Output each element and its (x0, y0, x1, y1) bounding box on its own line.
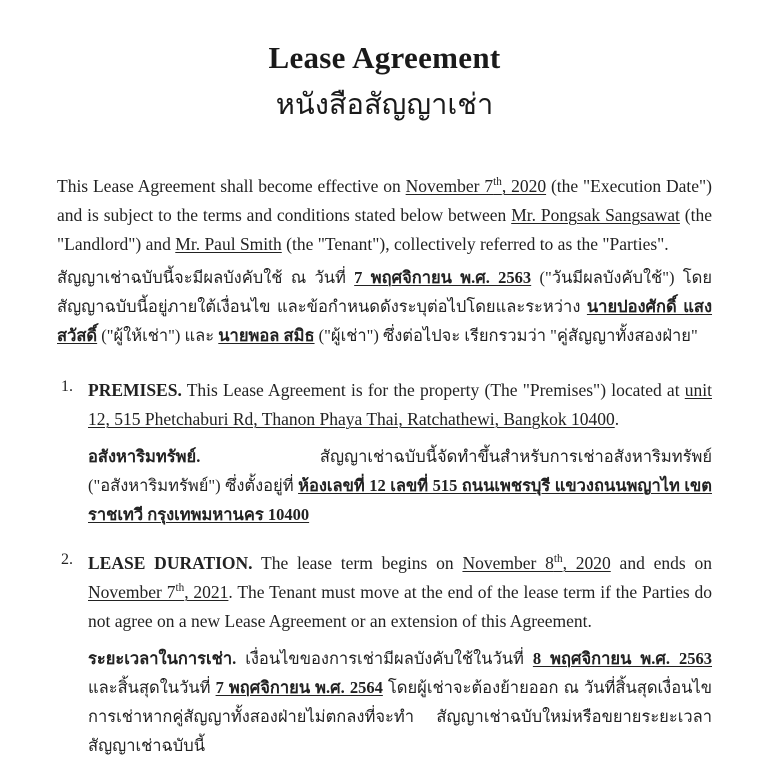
intro-paragraph-thai: สัญญาเช่าฉบับนี้จะมีผลบังคับใช้ ณ วันที่ 7 พฤศจิกายน พ.ศ. 2563 ("วันมีผลบังคับใช้") โดยสัญญาฉบับนี้อยู่ภายใต้เงื่อนไข และข้อกำหนดดังระบุต่อไปโดยและระหว่าง นายปองศักดิ์ แสงสวัสดิ์ ("ผู้ให้เช่า") และ นายพอล สมิธ ("ผู้เช่า") ซึ่งต่อไปจะ เรียกรวมว่า "คู่สัญญาทั้งสองฝ่าย" (57, 268, 713, 345)
document-title-thai: หนังสือสัญญาเช่า (275, 89, 494, 121)
section-number: 2. (61, 551, 73, 568)
section-number: 1. (61, 378, 73, 395)
section-premises-paragraph-thai: อสังหาริมทรัพย์. สัญญาเช่าฉบับนี้จัดทำขึ้นสำหรับการเช่าอสังหาริมทรัพย์ ("อสังหาริมทรัพย์") ซึ่งตั้งอยู่ที่ ห้องเลขที่ 12 เลขที่ 515 ถนนเพชรบุรี แขวงถนนพญาไท เขตราชเทวี กรุงเทพมหานคร 10400 (88, 447, 712, 524)
intro-paragraph-english: This Lease Agreement shall become effective on November 7th, 2020 (the "Execution Date") and is subject to the terms and conditions stated below between Mr. Pongsak Sangsawat (the "Landlord") and Mr. Paul Smith (the "Tenant"), collectively referred to as the "Parties". (57, 176, 713, 254)
section-lease-duration-paragraph-english: LEASE DURATION. The lease term begins on November 8th, 2020 and ends on November 7th, 2021. The Tenant must move at the end of the lease term if the Parties do not agree on a new Lease Agreement or an extension of this Agreement. (88, 553, 713, 631)
sections-list (57, 376, 712, 760)
section-lease-duration-body (88, 549, 712, 760)
document-title-english: Lease Agreement (268, 40, 501, 75)
section-lease-duration (57, 549, 712, 760)
section-premises (57, 376, 712, 529)
section-premises-paragraph-english: PREMISES. This Lease Agreement is for the property (The "Premises") located at unit 12, 515 Phetchaburi Rd, Thanon Phaya Thai, Ratchathewi, Bangkok 10400. (88, 380, 712, 429)
section-lease-duration-paragraph-thai: ระยะเวลาในการเช่า. เงื่อนไขของการเช่ามีผลบังคับใช้ในวันที่ 8 พฤศจิกายน พ.ศ. 2563 และสิ้นสุดในวันที่ 7 พฤศจิกายน พ.ศ. 2564 โดยผู้เช่าจะต้องย้ายออก ณ วันที่สิ้นสุดเงื่อนไขการเช่าหากคู่สัญญาทั้งสองฝ่ายไม่ตกลงที่จะทำ สัญญาเช่าฉบับใหม่หรือขยายระยะเวลาสัญญาเช่าฉบับนี้ (88, 649, 713, 755)
section-premises-body (88, 376, 712, 529)
